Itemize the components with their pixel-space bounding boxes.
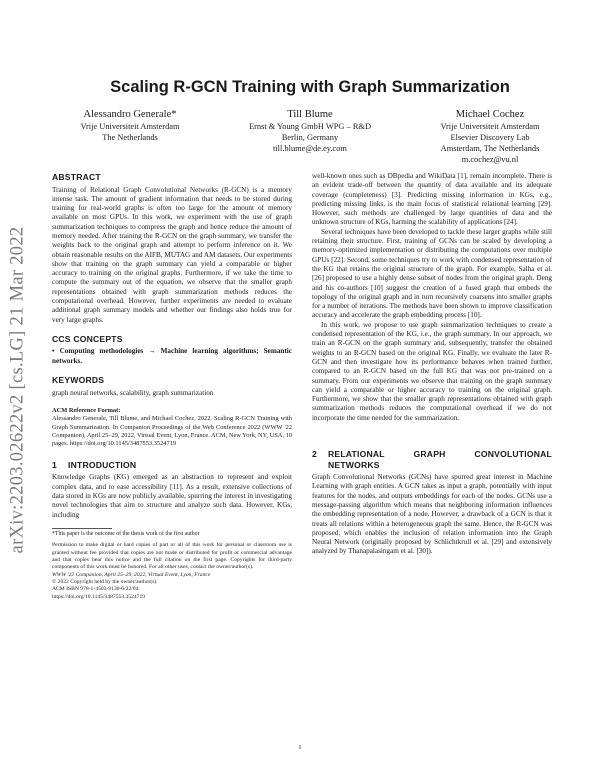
paragraph: In this work, we propose to use graph summarization techniques to create a condensed representation of the KG, i.e., the graph summary. In our approach, we train an R-GCN on the graph summary and, subsequently, transfer the obtained weights to an R-GCN based on the original KG. Finally, we evaluate the later R-GCN and then investigate how its performance behaves when trained further, compared to an R-GCN based on the full KG that was not pre-trained on a summary. From our experiments we observe that training on the graph summary can yield a comparable or higher accuracy to training on the original graph. Furthermore, we show that the smaller graph representations obtained with graph summarization methods reduces the computational overhead if we do not incorporate the time needed for the summarization. bbox=[312, 320, 552, 422]
paper-title: Scaling R-GCN Training with Graph Summarization bbox=[110, 78, 510, 96]
footnote-rule bbox=[52, 528, 112, 529]
keywords-text: graph neural networks, scalability, graph summarization bbox=[52, 388, 214, 397]
author-affiliation: Elsevier Discovery Lab bbox=[450, 133, 530, 142]
paragraph: well-known ones such as DBpedia and WikiData [1], remain incomplete. There is an evident trade-off between the quantity of data available and its adequate coverage (completeness) [3]. Predicting missing information in KGs, e.g., predicting missing links, is the main focus of statistical relational learning [29]. However, such methods are challenged by large quantities of data and the unknown structure of KGs, harming the scalability of applications [24]. bbox=[312, 172, 552, 227]
author-affiliation: The Netherlands bbox=[102, 133, 158, 142]
author-affiliation: Amsterdam, The Netherlands bbox=[440, 144, 540, 153]
author-1 bbox=[40, 108, 220, 143]
copyright-text: © 2022 Copyright held by the owner/author(s). bbox=[52, 578, 158, 585]
left-column bbox=[52, 172, 292, 601]
keywords-section bbox=[52, 375, 292, 398]
page-number: 1 bbox=[298, 744, 302, 751]
arxiv-stamp bbox=[6, 180, 30, 600]
author-affiliation: Ernst & Young GmbH WPG – R&D bbox=[249, 122, 371, 131]
acm-reference-label: ACM Reference Format: bbox=[52, 406, 121, 414]
paragraph: Several techniques have been developed to tackle these larger graphs while still retaining their structure. First, training of GCNs can be scaled by developing a memory-optimized implementation or distributing the computations over multiple GPUs [22]. Second, some techniques try to work with condensed representation of the KG that retains the original structure of the graph. For example, Salha et al. [26] proposed to use a highly dense subset of nodes from the original graph. Deng and his co-authors [10] suggest the creation of a fused graph that embeds the topology of the original graph and in turn recursively coarsens into smaller graphs for a number of iterations. The methods have been shown to improve classification accuracy and accelerate the graph embedding process [10]. bbox=[312, 227, 552, 320]
author-3 bbox=[400, 108, 580, 165]
author-affiliation: Berlin, Germany bbox=[281, 133, 339, 142]
section-2-number: 2 bbox=[312, 449, 317, 460]
doi-link[interactable]: https://doi.org/10.1145/3487553.3524719 bbox=[52, 593, 146, 600]
section-2-title: RELATIONAL GRAPH CONVOLUTIONAL NETWORKS bbox=[328, 449, 552, 470]
intro-heading bbox=[52, 460, 292, 471]
ccs-section bbox=[52, 334, 292, 366]
intro-title: INTRODUCTION bbox=[68, 459, 137, 470]
author-2 bbox=[220, 108, 400, 154]
author-affiliation: Vrije Universiteit Amsterdam bbox=[80, 122, 180, 131]
intro-number: 1 bbox=[52, 459, 57, 470]
author-email: m.cochez@vu.nl bbox=[461, 155, 519, 164]
intro-section bbox=[52, 460, 292, 520]
abstract-heading: ABSTRACT bbox=[52, 172, 101, 182]
paragraph: Graph Convolutional Networks (GCNs) have spurred great interest in Machine Learning with graph entities. A GCN takes as input a graph, potentially with input features for the nodes, and outputs embeddings for each of the nodes. GCNs use a message-passing algorithm which means that neighboring information influences the embedding representation of a node. However, a drawback of a GCN is that it treats all relations within a heterogeneous graph the same. Hence, the R-GCN was proposed, which enables the inclusion of relation information into the Graph Neural Network (originally proposed by Schlichtkrull et al. [29] and extensively analyzed by Thanapalasingam et al. [30]). bbox=[312, 473, 552, 556]
footnote: *This paper is the outcome of the thesis work of the first author bbox=[52, 530, 200, 537]
author-affiliation: Vrije Universiteit Amsterdam bbox=[440, 122, 540, 131]
author-email: till.blume@de.ey.com bbox=[273, 144, 347, 153]
author-name: Alessandro Generale* bbox=[83, 109, 177, 120]
abstract-text: Training of Relational Graph Convolutional Networks (R-GCN) is a memory intense task. The amount of gradient information that needs to be stored during training for real-world graphs is often too large for the amount of memory available on most GPUs. In this work, we experiment with the use of graph summarization techniques to compress the graph and hence reduce the amount of memory needed. After training the R-GCN on the graph summary, we transfer the weights back to the original graph and attempt to perform inference on it. We obtain reasonable results on the AIFB, MUTAG and AM datasets. Our experiments show that training on the graph summary can yield a comparable or higher accuracy to training on the original graphs. Furthermore, if we take the time to compute the summary out of the equation, we observe that the smaller graph representations obtained with graph summarization methods reduces the computational overhead. However, further experiments are needed to evaluate additional graph summary models and whether our findings also holds true for very large graphs. bbox=[52, 185, 292, 324]
right-column bbox=[312, 172, 552, 557]
permission-block bbox=[52, 542, 292, 600]
section-2-heading bbox=[312, 449, 552, 470]
intro-text: Knowledge Graphs (KG) emerged as an abstraction to represent and exploit complex data, and to ease accessibility [11]. As a result, extensive collections of data stored in KGs are now publicly available, spurring the interest in investigating novel technologies that aim to structure and analyze such data. However, KGs, including bbox=[52, 473, 292, 519]
author-name: Till Blume bbox=[287, 109, 333, 120]
ccs-heading: CCS CONCEPTS bbox=[52, 333, 123, 344]
keywords-heading: KEYWORDS bbox=[52, 375, 105, 386]
arxiv-stamp-text: arXiv:2203.02622v2 [cs.LG] 21 Mar 2022 bbox=[7, 226, 28, 554]
acm-reference bbox=[52, 407, 292, 449]
acm-reference-text: Alessandro Generale, Till Blume, and Michael Cochez. 2022. Scaling R-GCN Training with Graph Summarization. In Companion Proceedings of the Web Conference 2022 (WWW '22 Companion), April 25–29, 2022, Virtual Event, Lyon, France. ACM, New York, NY, USA, 10 pages. https://doi.org/10.1145/3487553.3524719 bbox=[52, 415, 292, 448]
venue-text: WWW '22 Companion, April 25–29, 2022, Virtual Event, Lyon, France bbox=[52, 571, 211, 578]
author-name: Michael Cochez bbox=[455, 109, 525, 120]
section-2 bbox=[312, 449, 552, 557]
permission-text: Permission to make digital or hard copies of part or all of this work for personal or classroom use is granted without fee provided that copies are not made or distributed for profit or commercial advantage and that copies bear this notice and the full citation on the first page. Copyrights for third-party components of this work must be honored. For all other uses, contact the owner/author(s). bbox=[52, 542, 292, 571]
ccs-text: • Computing methodologies → Machine learning algorithms; Semantic networks. bbox=[52, 347, 292, 365]
isbn-text: ACM ISBN 978-1-4503-9130-6/22/04. bbox=[52, 586, 140, 593]
